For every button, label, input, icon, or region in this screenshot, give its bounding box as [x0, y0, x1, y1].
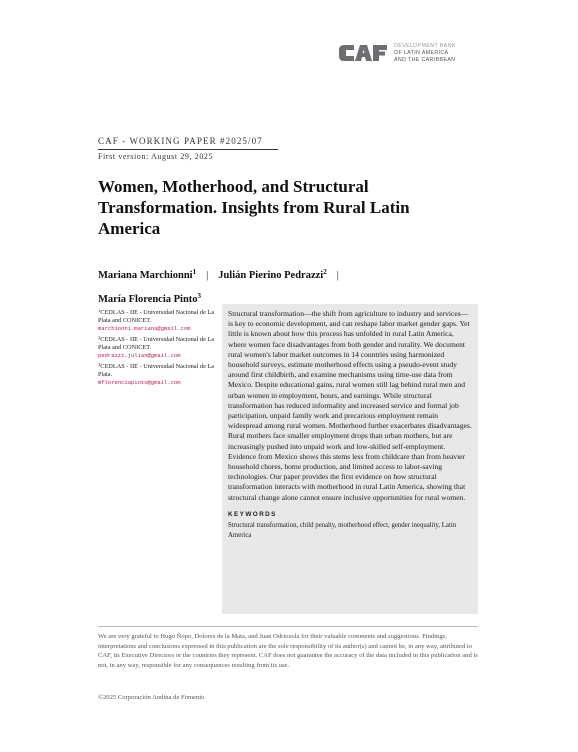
- abstract-text: Structural transformation—the shift from agriculture to industry and services—is key to economic development, and can reshape labor market gender gaps. Yet little is known about how this process has unfolded in rural Latin America, where women face disadvantages from both gender and rurality. We document rural women's labor market outcomes in 14 countries using harmonized household surveys, estimate motherhood effects using a pseudo-event study around first childbirth, and examine mechanisms using time-use data from Mexico. Despite educational gains, rural women still lag behind rural men and urban women in employment, hours, and earnings. While structural transformation has reduced informality and increased service and formal job participation, unpaid family work and precarious employment remain widespread among rural women. Motherhood further exacerbates disadvantages. Rural mothers face smaller employment drops than urban mothers, but are increasingly pushed into unpaid work and low-skilled self-employment. Evidence from Mexico shows this stems less from childcare than from heavier household chores, home production, and limited access to labor-saving technologies. Our paper provides the first evidence on how structural transformation interacts with motherhood in rural Latin America, showing that structural change alone cannot ensure inclusive opportunities for rural women.: [228, 309, 472, 502]
- author-1: [98, 270, 196, 281]
- author-separator: |: [336, 270, 339, 281]
- copyright-notice: ©2025 Corporación Andina de Fomento: [98, 694, 205, 701]
- affiliation-2: [98, 334, 218, 360]
- first-version-date: First version: August 29, 2025: [98, 152, 214, 161]
- footer-divider: [98, 626, 478, 627]
- affiliation-3: [98, 361, 218, 387]
- affiliation-mark: 3: [98, 362, 101, 367]
- affiliation-text: CEDLAS - IIE - Universidad Nacional de La Plata.: [98, 363, 215, 378]
- author-mark: 3: [197, 292, 202, 300]
- logo-line-2: OF LATIN AMERICA: [394, 49, 449, 56]
- affiliation-1: [98, 307, 218, 333]
- logo-line-3: AND THE CARIBBEAN: [394, 56, 456, 63]
- author-separator: |: [206, 270, 209, 281]
- affiliation-mark: 2: [98, 335, 101, 340]
- author-3: [98, 294, 201, 305]
- logo-line-1: DEVELOPMENT BANK: [394, 42, 456, 49]
- author-email-link[interactable]: marchionni.mariana@gmail.com: [98, 325, 191, 332]
- affiliation-list: [98, 307, 218, 388]
- keywords-text: Structural transformation, child penalty, motherhood effect, gender inequality, Latin America: [228, 521, 457, 539]
- author-mark: 1: [192, 268, 197, 276]
- keywords-heading: KEYWORDS: [228, 510, 277, 518]
- affiliation-text: CEDLAS - IIE - Universidad Nacional de La Plata and CONICET.: [98, 309, 215, 324]
- author-name: María Florencia Pinto: [98, 294, 198, 305]
- series-divider: [98, 149, 278, 150]
- series-label: CAF - WORKING PAPER #2025/07: [98, 136, 263, 146]
- caf-logo: [338, 40, 468, 66]
- author-email-link[interactable]: pedrazzi.julian@gmail.com: [98, 352, 181, 359]
- author-email-link[interactable]: mflorenciapinto@gmail.com: [98, 379, 181, 386]
- author-name: Mariana Marchionni: [98, 270, 193, 281]
- author-list: [98, 262, 498, 310]
- caf-logo-tagline: [394, 43, 456, 64]
- paper-title: Women, Motherhood, and Structural Transformation. Insights from Rural Latin America: [98, 177, 410, 238]
- abstract-box: [222, 304, 478, 614]
- acknowledgment-text: We are very grateful to Hugo Ñopo, Dolores de la Mata, and Juan Odriozola for their valuable comments and suggestions. Findings, interpretations and conclusions expressed in this publication are the sole responsibility of its author(s) and cannot be, in any way, attributed to CAF, its Executive Directors or the countries they represent. CAF does not guarantee the accuracy of the data included in this publication and is not, in any way, responsible for any consequences resulting from its use.: [98, 633, 478, 669]
- caf-wordmark-icon: [338, 42, 388, 64]
- author-2: [218, 270, 327, 281]
- caf-logo-mark: [338, 42, 388, 64]
- author-name: Julián Pierino Pedrazzi: [218, 270, 324, 281]
- affiliation-text: CEDLAS - IIE - Universidad Nacional de La Plata and CONICET.: [98, 336, 215, 351]
- author-mark: 2: [323, 268, 327, 276]
- affiliation-mark: 1: [98, 308, 101, 313]
